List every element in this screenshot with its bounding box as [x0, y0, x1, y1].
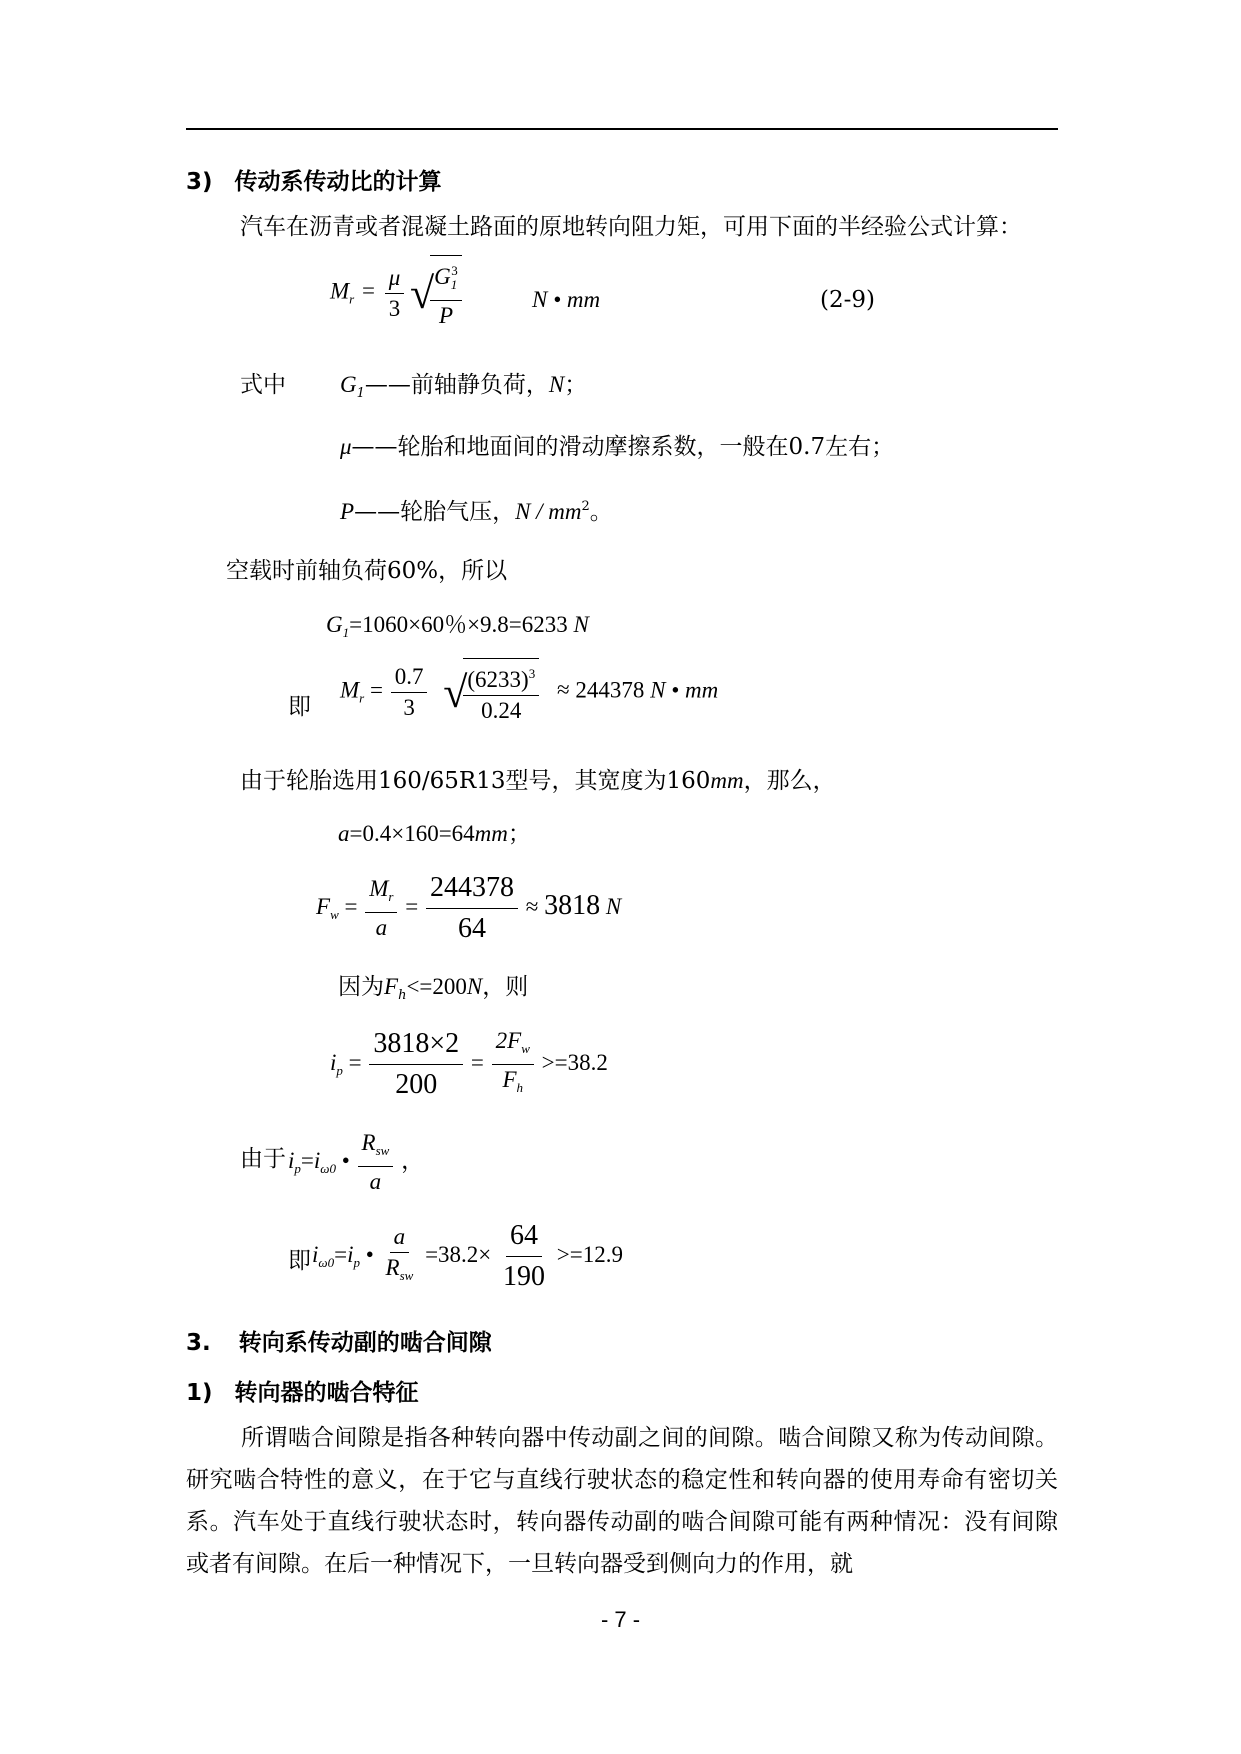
fh-subscript: h — [516, 1080, 524, 1095]
fraction-numerator: 244378 — [426, 868, 518, 909]
mr-subscript: r — [359, 690, 365, 706]
mu-over-3 — [385, 263, 405, 324]
a-calculation — [338, 815, 531, 848]
mr-symbol: M — [369, 876, 389, 901]
mr-symbol: M — [330, 278, 350, 304]
fw-numerator: 2F — [495, 1028, 522, 1053]
equation-label: (2-9) — [820, 287, 875, 313]
ip-subscript: p — [336, 1062, 343, 1078]
fh-end: ，则 — [482, 974, 529, 1000]
coefficient-fraction — [391, 662, 428, 723]
radicand-superscript: 3 — [528, 666, 536, 681]
section-number: 3) — [186, 169, 213, 195]
fh-denominator: F — [502, 1067, 517, 1092]
g1-calculation — [326, 606, 589, 641]
fw-calculation: $F_w$ = $\frac{M_r}{a}$ = $\frac{244378}{64}$ ≈ 3818 N — [316, 868, 621, 949]
dot-operator: • — [341, 1147, 350, 1173]
rsw-symbol: R — [385, 1255, 400, 1280]
section-title: 转向器的啮合特征 — [234, 1380, 419, 1406]
p-unit: N / mm — [515, 499, 582, 524]
def-g1 — [340, 366, 587, 401]
a-symbol: a — [390, 1222, 410, 1253]
rsw-symbol: R — [361, 1130, 376, 1155]
radicand-numerator: (6233) — [467, 667, 529, 692]
g-superscript: 3 — [451, 263, 458, 278]
fh-unit: N — [466, 974, 483, 999]
section-heading-3 — [186, 1324, 492, 1357]
mr-unit: N • mm — [650, 677, 719, 703]
value-fraction — [369, 1024, 463, 1105]
value-fraction — [499, 1216, 549, 1297]
g1-symbol: G — [326, 612, 343, 637]
g-subscript: 1 — [450, 277, 458, 292]
iw0-symbol: i — [312, 1241, 319, 1267]
equation-unit: N • mm — [532, 287, 601, 312]
mu-symbol: μ — [340, 434, 352, 459]
g-symbol: G — [434, 264, 451, 289]
g1-expression: =1060×60％×9.8=6233 — [349, 612, 568, 637]
mr-over-a — [365, 874, 397, 943]
ip-symbol: i — [330, 1049, 337, 1075]
tire-end: ，那么， — [743, 768, 836, 794]
a-over-rsw — [382, 1222, 418, 1291]
ji-label: 即 — [288, 694, 311, 720]
tire-text — [240, 762, 836, 795]
fw-subscript: w — [330, 906, 339, 922]
fw-symbol: F — [316, 893, 331, 919]
ip-result: >=38.2 — [541, 1049, 608, 1075]
fh-condition — [338, 968, 528, 1003]
section-title: 转向系传动副的啮合间隙 — [238, 1330, 492, 1356]
fw-subscript: w — [521, 1041, 530, 1056]
p-symbol: P — [438, 303, 454, 328]
g1-unit: N — [548, 372, 565, 397]
g1-end: ； — [564, 372, 588, 398]
ip-symbol: i — [288, 1147, 295, 1173]
coefficient-denominator: 3 — [403, 694, 415, 720]
approx-sign: ≈ — [556, 677, 570, 703]
three: 3 — [388, 295, 401, 321]
section-heading-3-1 — [186, 1374, 419, 1407]
iw0-result: >=12.9 — [556, 1241, 623, 1267]
rsw-subscript: sw — [375, 1143, 390, 1158]
mr-subscript: r — [388, 889, 394, 904]
approx-sign: ≈ — [525, 893, 539, 919]
header-rule — [186, 128, 1058, 130]
fh-symbol: F — [384, 974, 399, 999]
ip-calculation: $i_p$ = $\frac{3818\times 2}{200}$ = $\frac{2F_w}{F_h}$ >=38.2 — [330, 1024, 608, 1105]
ratio-equation — [288, 1128, 424, 1197]
ratio-end: ， — [401, 1147, 425, 1173]
defs-intro: 式中 — [240, 372, 286, 398]
fh-subscript: h — [398, 988, 407, 1003]
rsw-subscript: sw — [399, 1268, 414, 1283]
section-title: 传动系传动比的计算 — [234, 169, 442, 195]
mr-result: 244378 — [575, 677, 645, 703]
a-symbol: a — [338, 821, 350, 846]
mr-subscript: r — [349, 291, 355, 307]
equals-sign: = — [300, 1147, 314, 1173]
a-symbol: a — [369, 1169, 382, 1194]
section-number: 1) — [186, 1380, 213, 1406]
p-unit-superscript: 2 — [581, 499, 590, 514]
iw0-middle: =38.2× — [425, 1241, 492, 1267]
radicand — [430, 255, 462, 331]
iw0-calculation — [312, 1216, 623, 1297]
fraction-numerator: 3818×2 — [369, 1024, 463, 1065]
equation-2-9: $M_r$ = $\frac{\mu}{3}$ √ $\frac{G_1^3}{P}$ — [330, 255, 464, 331]
fh-expression: <=200 — [406, 974, 467, 999]
iw0-subscript: ω0 — [320, 1160, 336, 1176]
p-description: ——轮胎气压， — [354, 499, 516, 525]
section-number: 3. — [186, 1330, 211, 1356]
mr-symbol: M — [340, 677, 360, 703]
a-end: ； — [507, 821, 531, 846]
def-mu — [340, 428, 894, 461]
g1-subscript: 1 — [342, 625, 350, 640]
equals-sign: = — [334, 1241, 348, 1267]
intro-paragraph: 汽车在沥青或者混凝土路面的原地转向阻力矩，可用下面的半经验公式计算： — [240, 214, 1022, 240]
radicand — [463, 658, 539, 726]
iw0-subscript: ω0 — [318, 1254, 335, 1270]
section-heading — [186, 163, 442, 196]
rsw-over-a — [358, 1128, 394, 1197]
tire-description: 由于轮胎选用160/65R13型号，其宽度为160 — [240, 768, 711, 794]
def-p — [340, 493, 613, 526]
g1-unit: N — [573, 612, 589, 637]
ip-symbol: i — [347, 1241, 354, 1267]
load-text: 空载时前轴负荷60%，所以 — [226, 558, 508, 584]
g1-subscript: 1 — [356, 386, 365, 401]
dot-operator: • — [365, 1241, 374, 1267]
fraction-denominator: 64 — [457, 913, 486, 944]
ratio-prefix: 由于 — [240, 1146, 286, 1172]
fraction-numerator: 64 — [506, 1216, 542, 1257]
mu-symbol: μ — [385, 263, 405, 294]
p-symbol: P — [340, 499, 355, 524]
fraction-denominator: 190 — [503, 1261, 546, 1292]
ip-subscript: p — [353, 1254, 360, 1270]
page-number: - 7 - — [600, 1607, 641, 1632]
p-end: 。 — [589, 499, 613, 525]
a-expression: =0.4×160=64 — [349, 821, 475, 846]
fw-result: 3818 — [544, 889, 601, 921]
a-unit: mm — [474, 821, 508, 846]
fh-prefix: 因为 — [338, 974, 384, 1000]
mu-description: ——轮胎和地面间的滑动摩擦系数，一般在0.7左右； — [351, 434, 895, 460]
g1-description: ——前轴静负荷， — [364, 372, 549, 398]
value-fraction — [426, 868, 518, 949]
ip-subscript: p — [294, 1160, 301, 1176]
a-symbol: a — [375, 915, 388, 940]
mr-calculation: $M_r$ = $\frac{0.7}{3}$ √ $\frac{(6233)^3}{0.24}$ ≈ 244378 N • mm — [340, 658, 718, 726]
g1-symbol: G — [340, 372, 357, 397]
body-paragraph: 所谓啮合间隙是指各种转向器中传动副之间的间隙。啮合间隙又称为传动间隙。研究啮合特性的意义，在于它与直线行驶状态的稳定性和转向器的使用寿命有密切关系。汽车处于直线行驶状态时，转向器传动副的啮合间隙可能有两种情况：没有间隙或者有间隙。在后一种情况下，一旦转向器受到侧向力的作用，就 — [186, 1425, 1058, 1577]
fw-unit: N — [605, 893, 622, 919]
ji-label-2: 即 — [288, 1248, 311, 1274]
fraction-denominator: 200 — [395, 1069, 438, 1100]
tire-unit: mm — [710, 768, 744, 793]
symbolic-fraction — [492, 1026, 534, 1103]
radicand-denominator: 0.24 — [481, 698, 522, 723]
iw0-symbol: i — [313, 1147, 321, 1173]
coefficient-numerator: 0.7 — [391, 662, 428, 693]
